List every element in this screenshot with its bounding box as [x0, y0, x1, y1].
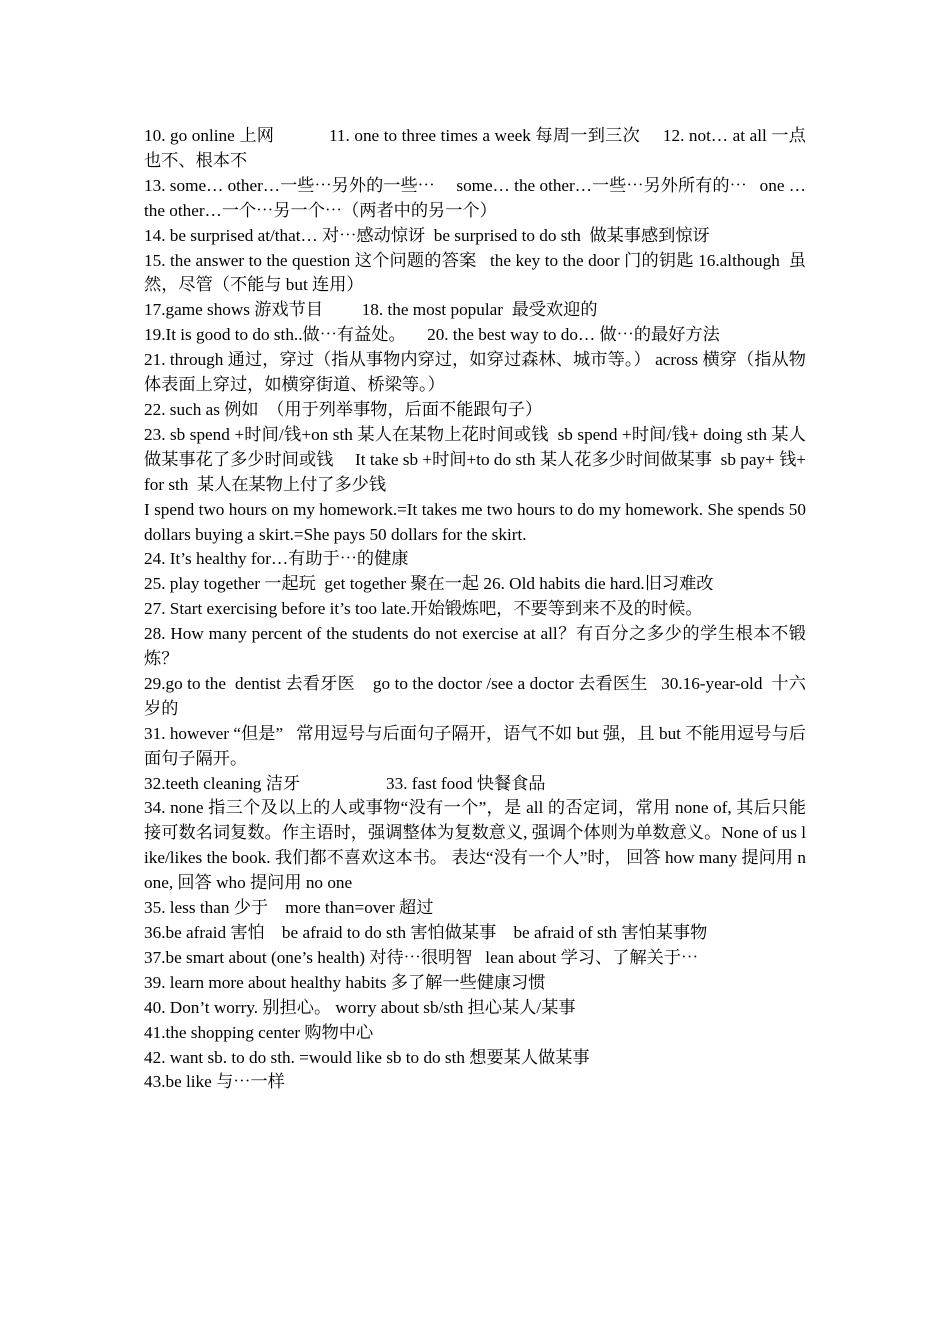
text-line-42: 42. want sb. to do sth. =would like sb to do sth 想要某人做某事 [144, 1047, 590, 1067]
text-line-28: 28. How many percent of the students do not exercise at all？有百分之多少的学生根本不锻炼？ [144, 624, 806, 669]
text-line-13: 13. some… other…一些⋯另外的一些⋯ some… the other…一些⋯另外所有的⋯ one … the other…一个⋯另一个⋯（两者中的另一个） [144, 175, 811, 220]
document-page [144, 124, 811, 1095]
text-line-23-example: I spend two hours on my homework.=It takes me two hours to do my homework. She spends 50 dollars buying a skirt.=She pays 50 dollars for the skirt. [144, 499, 811, 544]
text-line-39: 39. learn more about healthy habits 多了解一些健康习惯 [144, 972, 546, 992]
text-line-31: 31. however “但是” 常用逗号与后面句子隔开，语气不如 but 强，且 but 不能用逗号与后面句子隔开。 [144, 723, 806, 768]
text-line-25: 25. play together 一起玩 get together 聚在一起 26. Old habits die hard.旧习难改 [144, 574, 714, 594]
text-line-35: 35. less than 少于 more than=over 超过 [144, 898, 434, 918]
text-line-14: 14. be surprised at/that… 对⋯感动惊讶 be surprised to do sth 做某事感到惊讶 [144, 225, 710, 245]
text-line-17: 17.game shows 游戏节目 18. the most popular 最受欢迎的 [144, 300, 598, 320]
text-line-34: 34. none 指三个及以上的人或事物“没有一个”，是 all 的否定词，常用 none of, 其后只能接可数名词复数。作主语时，强调整体为复数意义, 强调个体则为单数意义。None of us like/likes the book. 我们都不喜欢这本书。 表达“没有一个人”时， 回答 how many 提问用 none, 回答 who 提问用 no one [144, 798, 806, 893]
text-line-41: 41.the shopping center 购物中心 [144, 1022, 374, 1042]
text-line-36: 36.be afraid 害怕 be afraid to do sth 害怕做某事 be afraid of sth 害怕某事物 [144, 923, 708, 942]
text-line-24: 24. It’s healthy for…有助于⋯的健康 [144, 549, 409, 569]
text-line-27: 27. Start exercising before it’s too late.开始锻炼吧，不要等到来不及的时候。 [144, 599, 703, 619]
text-line-37: 37.be smart about (one’s health) 对待⋯很明智 lean about 学习、了解关于⋯ [144, 947, 699, 967]
text-line-22: 22. such as 例如 （用于列举事物，后面不能跟句子） [144, 399, 543, 419]
text-line-43: 43.be like 与⋯一样 [144, 1072, 285, 1092]
text-line-21: 21. through 通过，穿过（指从事物内穿过，如穿过森林、城市等。） across 横穿（指从物体表面上穿过，如横穿街道、桥梁等。） [144, 350, 806, 395]
text-line-19: 19.It is good to do sth..做⋯有益处。 20. the best way to do… 做⋯的最好方法 [144, 325, 720, 345]
text-line-32: 32.teeth cleaning 洁牙 33. fast food 快餐食品 [144, 773, 546, 793]
text-line-10: 10. go online 上网 11. one to three times a week 每周一到三次 12. not… at all 一点也不、根本不 [144, 126, 806, 170]
text-line-23: 23. sb spend +时间/钱+on sth 某人在某物上花时间或钱 sb spend +时间/钱+ doing sth 某人做某事花了多少时间或钱 It take sb +时间+to do sth 某人花多少时间做某事 sb pay+ 钱+for sth 某人在某物上付了多少钱 [144, 424, 806, 494]
text-line-15: 15. the answer to the question 这个问题的答案 the key to the door 门的钥匙 16.although 虽然，尽管（不能与 but 连用） [144, 250, 806, 295]
text-line-29: 29.go to the dentist 去看牙医 go to the doctor /see a doctor 去看医生 30.16-year-old 十六岁的 [144, 673, 806, 718]
text-line-40: 40. Don’t worry. 别担心。 worry about sb/sth 担心某人/某事 [144, 997, 576, 1017]
